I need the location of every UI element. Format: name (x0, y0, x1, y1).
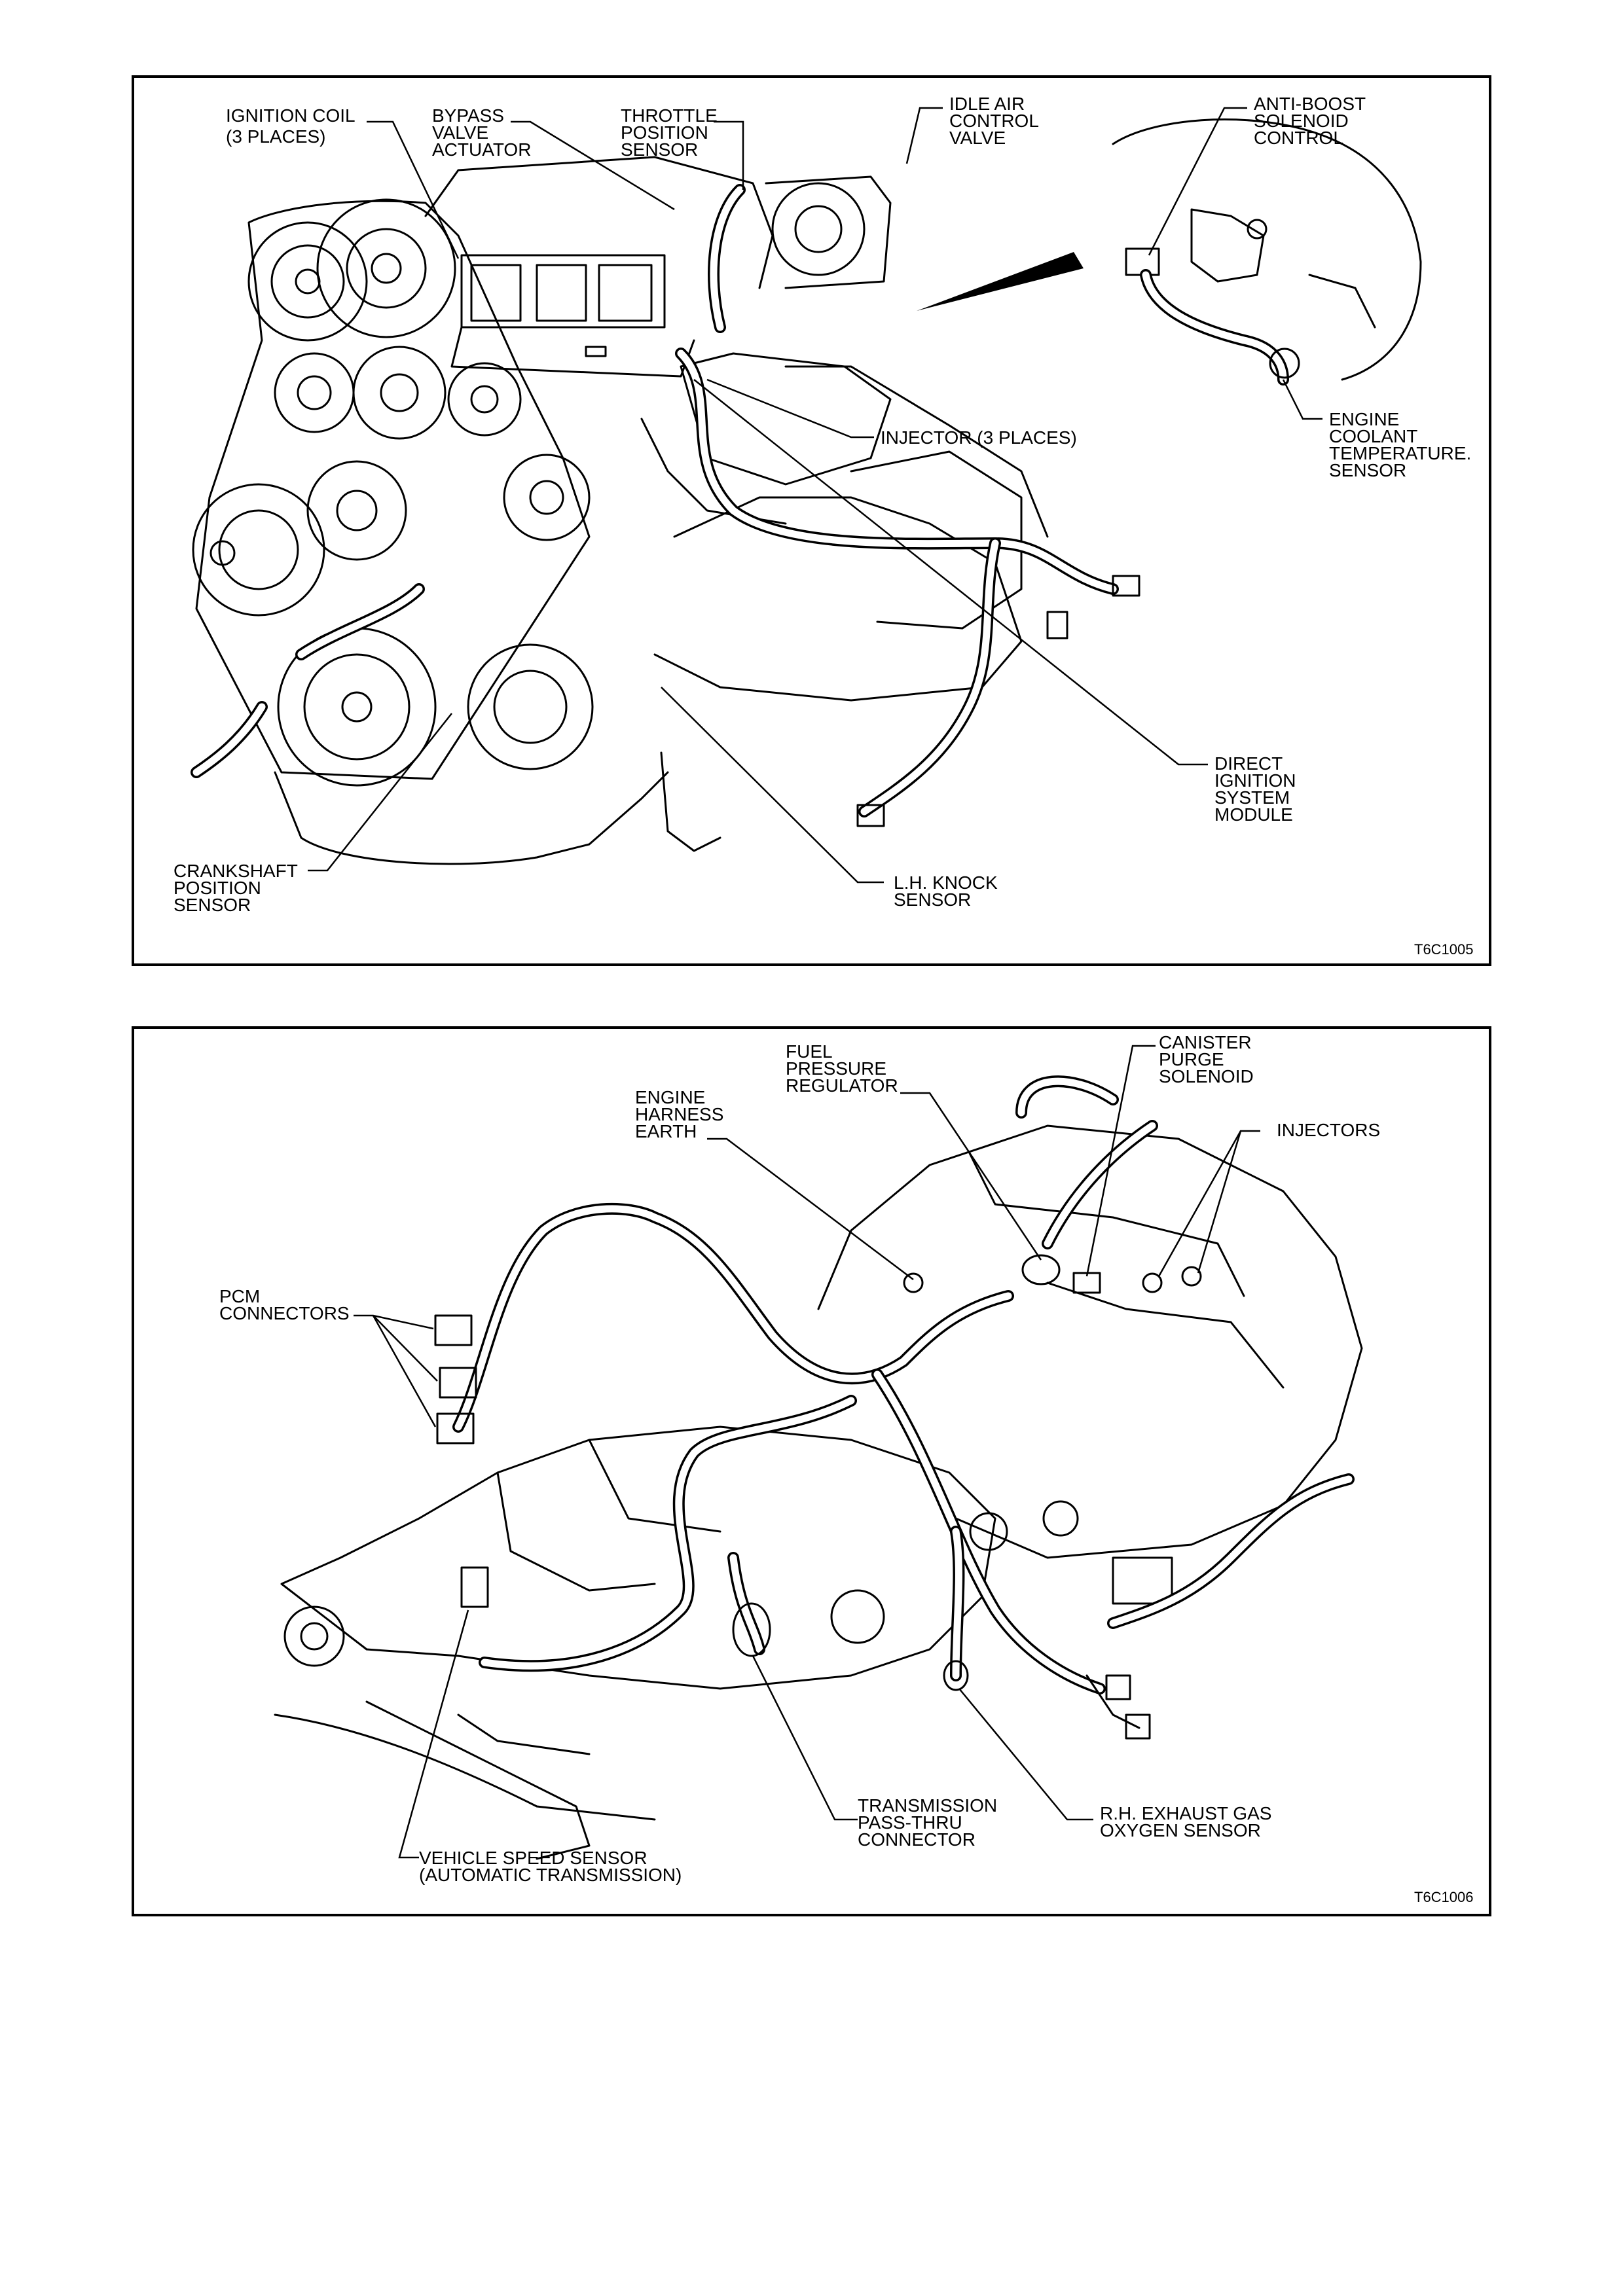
figure-2-frame (133, 1028, 1490, 1915)
inset-1 (1113, 120, 1421, 380)
label-canister-purge-solenoid: CANISTER PURGE SOLENOID (1159, 1032, 1254, 1086)
label-crankshaft-position-sensor: CRANKSHAFT POSITION SENSOR (173, 861, 298, 915)
inset-arrow (917, 252, 1084, 311)
figure-1-frame (133, 77, 1490, 965)
label-injectors: INJECTORS (1277, 1120, 1381, 1140)
engine-harness-2 (458, 1209, 1008, 1427)
labels-2 (219, 1032, 1474, 1905)
ac-compressor (468, 645, 593, 769)
dis-module-body (452, 327, 694, 376)
label-fuel-pressure-regulator: FUEL PRESSURE REGULATOR (786, 1041, 898, 1096)
pulley-alternator (318, 200, 455, 337)
earth-point (904, 1274, 922, 1292)
pcm-connector-1 (435, 1316, 471, 1345)
label-rh-exhaust-gas-oxygen-sensor: R.H. EXHAUST GAS OXYGEN SENSOR (1100, 1803, 1272, 1840)
label-pcm-connectors: PCM CONNECTORS (219, 1286, 350, 1323)
label-engine-coolant-temperature-sensor: ENGINE COOLANT TEMPERATURE. SENSOR (1329, 409, 1472, 480)
injector-part-1 (1143, 1274, 1161, 1292)
transmission-2 (282, 1427, 995, 1689)
crossmember (275, 1715, 655, 1820)
engine-block-2 (818, 1126, 1362, 1558)
label-direct-ignition-system-module: DIRECT IGNITION SYSTEM MODULE (1214, 753, 1296, 825)
label-transmission-pass-thru-connector: TRANSMISSION PASS-THRU CONNECTOR (858, 1795, 998, 1850)
vehicle-speed-sensor (462, 1568, 488, 1607)
valve-cover-2 (1048, 1283, 1283, 1388)
pulley-idler (275, 353, 354, 432)
label-vehicle-speed-sensor: VEHICLE SPEED SENSOR (AUTOMATIC TRANSMISSION) (419, 1848, 682, 1885)
engine-illustration-2 (275, 1081, 1362, 1859)
figure-1 (133, 77, 1490, 965)
label-engine-harness-earth: ENGINE HARNESS EARTH (635, 1087, 724, 1141)
leaders-1 (308, 108, 1322, 882)
pulley-power-steering (193, 484, 324, 615)
figure-1-code: T6C1005 (1414, 941, 1474, 958)
throttle-body (773, 183, 864, 275)
engine-illustration-1 (193, 157, 1139, 864)
drive-belt (196, 201, 589, 779)
label-anti-boost-solenoid-control: ANTI-BOOST SOLENOID CONTROL (1254, 94, 1366, 148)
label-ignition-coil: IGNITION COIL (3 PLACES) (226, 105, 355, 147)
injector-part-2 (1182, 1267, 1201, 1285)
label-bypass-valve-actuator: BYPASS VALVE ACTUATOR (432, 105, 532, 160)
figure-2-code: T6C1006 (1414, 1889, 1474, 1905)
figure-2 (133, 1028, 1490, 1915)
bellhousing (655, 497, 1021, 700)
label-idle-air-control-valve: IDLE AIR CONTROL VALVE (949, 94, 1038, 148)
label-lh-knock-sensor: L.H. KNOCK SENSOR (894, 872, 998, 910)
oil-pan (275, 772, 668, 864)
label-injector: INJECTOR (3 PLACES) (881, 427, 1077, 448)
label-throttle-position-sensor: THROTTLE POSITION SENSOR (621, 105, 718, 160)
